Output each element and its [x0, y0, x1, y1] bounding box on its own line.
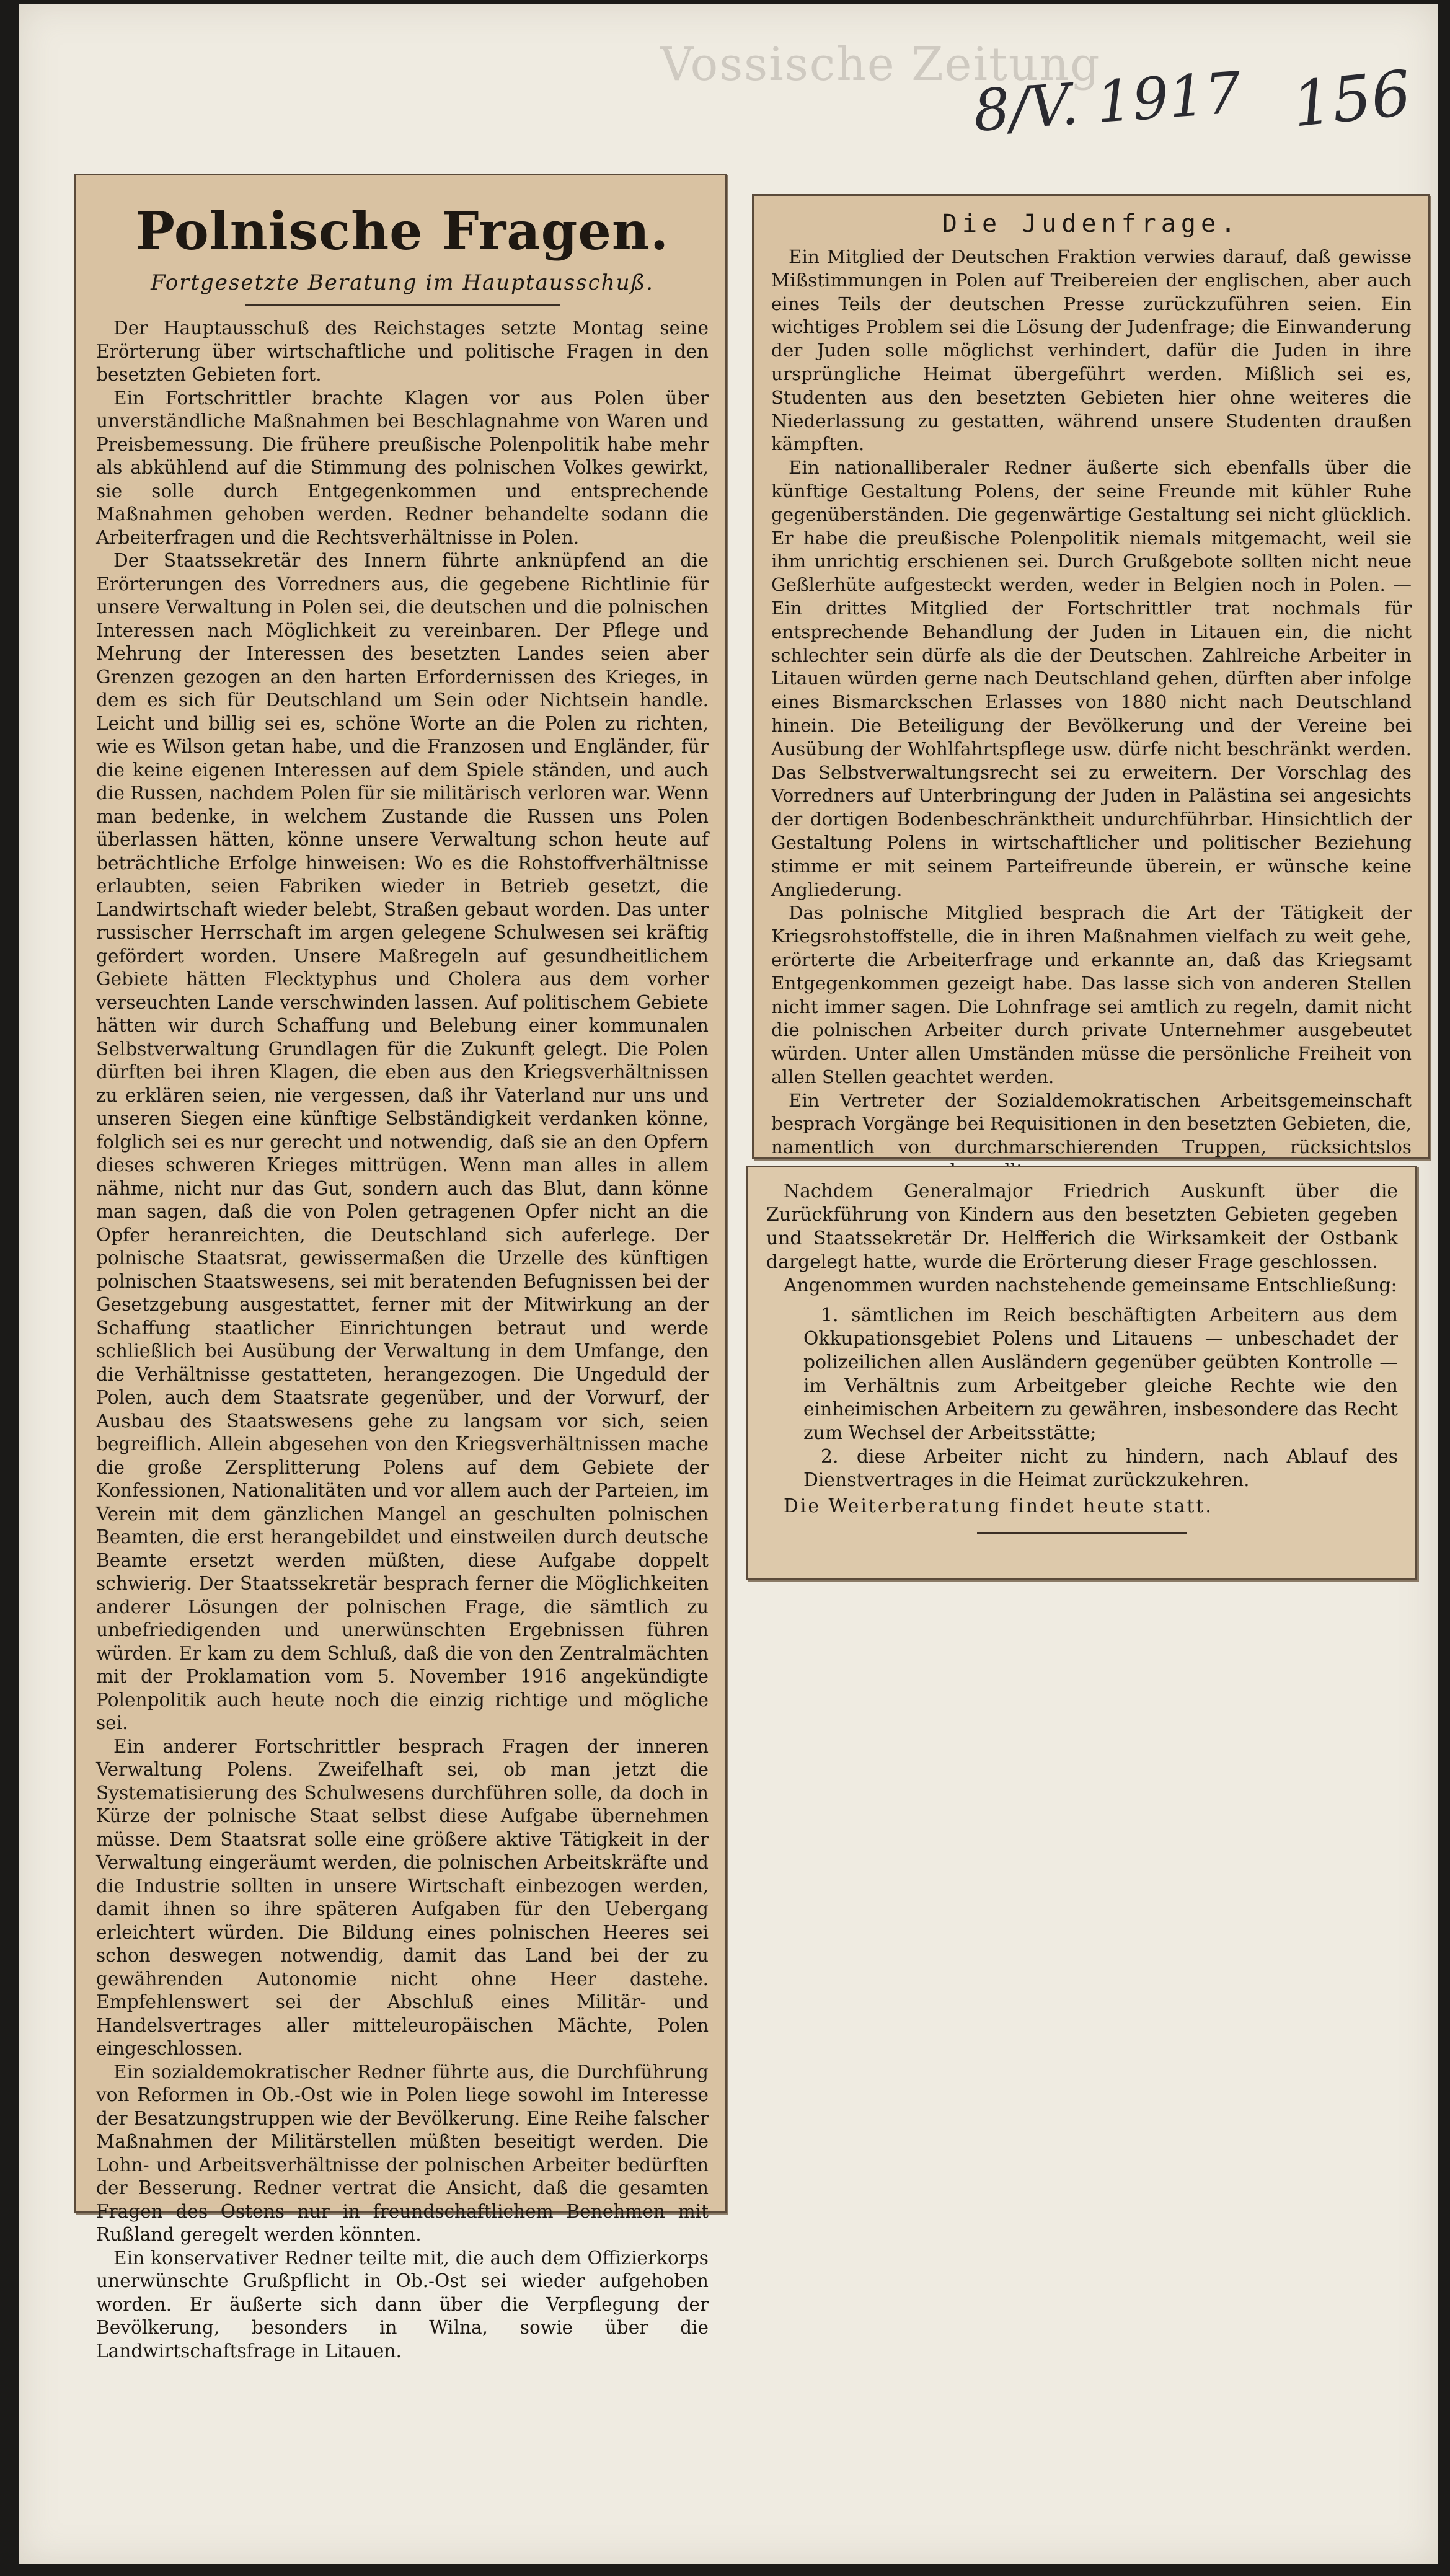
article-paragraph: Ein konservativer Redner teilte mit, die auch dem Offizierkorps unerwünschte Grußpflicht in Ob.-Ost sei wieder aufgehoben worden. Er äußerte sich dann über die Verpflegung der Bevölkerung, besonders in Wilna, sowie über die Landwirtschaftsfrage in Litauen.	[96, 2247, 709, 2361]
article-paragraph: Ein sozialdemokratischer Redner führte aus, die Durchführung von Reformen in Ob.-Ost wie in Polen liege sowohl im Interesse der Besatzungstruppen wie der Bevölkerung. Eine Reihe falscher Maßnahmen der Militärstellen müßten beseitigt werden. Die Lohn- und Arbeitsverhältnisse der polnischen Arbeiter bedürften der Besserung. Redner vertrat die Ansicht, daß die gesamten Fragen des Ostens nur in freundschaftlichem Benehmen mit Rußland geregelt werden könnten.	[96, 2061, 709, 2245]
article-paragraph: Ein Fortschrittler brachte Klagen vor aus Polen über unverständliche Maßnahmen bei Beschlagnahme von Waren und Preisbemessung. Die frühere preußische Polenpolitik habe mehr als abkühlend auf die Stimmung des polnischen Volkes gewirkt, sie solle durch Entgegenkommen und entsprechende Maßnahmen gehoben werden. Redner behandelte sodann die Arbeiterfragen und die Rechtsverhältnisse in Polen.	[96, 387, 709, 548]
article-paragraph: Das polnische Mitglied besprach die Art der Tätigkeit der Kriegsrohstoffstelle, die in ihren Maßnahmen vielfach zu weit gehe, erörterte die Arbeiterfrage und erkannte an, daß das Kriegsamt Entgegenkommen gezeigt habe. Das lasse sich von anderen Stellen nicht immer sagen. Die Lohnfrage sei amtlich zu regeln, damit nicht die polnischen Arbeiter durch private Unternehmer ausgebeutet würden. Unter allen Umständen müsse die persönliche Freiheit von allen Stellen geachtet werden.	[771, 902, 1412, 1087]
article-subtitle: Fortgesetzte Beratung im Hauptausschuß.	[151, 270, 654, 295]
article-paragraph: Ein anderer Fortschrittler besprach Fragen der inneren Verwaltung Polens. Zweifelhaft sei, ob man jetzt die Systematisierung des Schulwesens durchführen solle, da doch in Kürze der polnische Staat selbst diese Aufgabe übernehmen müsse. Dem Staatsrat solle eine größere aktive Tätigkeit in der Verwaltung eingeräumt werden, die polnischen Arbeitskräfte und die Industrie sollten in unsere Wirtschaft einbezogen werden, damit ihnen so ihre späteren Aufgaben für den Uebergang erleichtert würden. Die Bildung eines polnischen Heeres sei schon deswegen notwendig, damit das Land bei der zu gewährenden Autonomie nicht ohne Heer dastehe. Empfehlenswert sei der Abschluß eines Militär- und Handelsvertrages aller mitteleuropäischen Mächte, Polen eingeschlossen.	[96, 1735, 709, 2059]
resolution-item: 2. diese Arbeiter nicht zu hindern, nach Ablauf des Dienstvertrages in die Heimat zurückzukehren.	[803, 1446, 1398, 1491]
clipping-entschliessung	[746, 1166, 1417, 1580]
article-title: Polnische Fragen.	[135, 200, 670, 262]
article-paragraph: Der Staatssekretär des Innern führte anknüpfend an die Erörterungen des Vorredners aus, die gegebene Richtlinie für unsere Verwaltung in Polen sei, die deutschen und die polnischen Interessen nach Möglichkeit zu vereinbaren. Der Pflege und Mehrung der Interessen des besetzten Landes seien aber Grenzen gezogen an den harten Erfordernissen des Krieges, in dem es sich für Deutschland um Sein oder Nichtsein handle. Leicht und billig sei es, schöne Worte an die Polen zu richten, wie es Wilson getan habe, und die Franzosen und Engländer, für die keine eigenen Interessen auf dem Spiele ständen, und auch die Russen, nachdem Polen für sie militärisch verloren war. Wenn man bedenke, in welchem Zustande die Russen uns Polen überlassen hätten, könne unsere Verwaltung schon heute auf beträchtliche Erfolge hinweisen: Wo es die Rohstoffverhältnisse erlaubten, seien Fabriken wieder in Betrieb gesetzt, die Landwirtschaft wieder belebt, Straßen gebaut worden. Das unter russischer Herrschaft im argen gelegene Schulwesen sei kräftig gefördert worden. Unsere Maßregeln auf gesundheitlichem Gebiete hätten Flecktyphus und Cholera aus dem vorher verseuchten Lande verschwinden lassen. Auf politischem Gebiete hätten wir durch Schaffung und Belebung einer kommunalen Selbstverwaltung Grundlagen für die Zukunft gelegt. Die Polen dürften bei ihren Klagen, die eben aus den Kriegsverhältnissen zu erklären seien, nie vergessen, daß ihr Vaterland nur uns und unseren Siegen eine künftige Selbständigkeit verdanken könne, folglich sei es nur gerecht und notwendig, daß sie an den Opfern dieses schweren Krieges mittrügen. Wenn man alles in allem nähme, nicht nur das Gut, sondern auch das Blut, dann könne man sagen, daß die von Polen getragenen Opfer nicht an die Opfer heranreichten, die Deutschland sich auferlege. Der polnische Staatsrat, gewissermaßen die Urzelle des künftigen polnischen Staatswesens, sei mit beratenden Befugnissen bei der Gesetzgebung ausgestattet, ferner mit der Mitwirkung an der Schaffung staatlicher Einrichtungen betraut und werde schließlich bei Ausübung der Verwaltung in dem Umfange, den die Verhältnisse gestatteten, herangezogen. Die Ungeduld der Polen, auch dem Staatsrate gegenüber, und der Vorwurf, der Ausbau des Staatswesens gehe zu langsam vor sich, seien begreiflich. Allein abgesehen von den Kriegsverhältnissen mache die große Zersplitterung Polens auf dem Gebiete der Konfessionen, Nationalitäten und vor allem auch der Parteien, im Verein mit dem gänzlichen Mangel an geschulten polnischen Beamten, die erst herangebildet und einstweilen durch deutsche Beamte ersetzt werden müßten, diese Aufgabe doppelt schwierig. Der Staatssekretär besprach ferner die Möglichkeiten anderer Lösungen der polnischen Frage, die sämtlich zu unbefriedigenden und unerwünschten Ergebnissen führen würden. Er kam zu dem Schluß, daß die von den Zentralmächten mit der Proklamation vom 5. November 1916 angekündigte Polenpolitik auch heute noch die einzig richtige und mögliche sei.	[96, 550, 709, 1733]
resolution-list	[766, 1304, 1398, 1492]
article-paragraph: Ein Mitglied der Deutschen Fraktion verwies darauf, daß gewisse Mißstimmungen in Polen auf Treibereien der englischen, aber auch eines Teils der deutschen Presse zurückzuführen seien. Ein wichtiges Problem sei die Lösung der Judenfrage; die Einwanderung der Juden solle möglichst verhindert, dafür die Juden in ihre ursprüngliche Heimat übergeführt werden. Mißlich sei es, Studenten aus den besetzten Gebieten hier ohne weiteres die Niederlassung zu gestatten, während unsere Studenten draußen kämpften.	[771, 246, 1412, 455]
clipping-polnische-fragen	[74, 174, 727, 2361]
article-paragraph: Ein Vertreter der Sozialdemokratischen Arbeitsgemeinschaft besprach Vorgänge bei Requisitionen in den besetzten Gebieten, die, namentlich von durchmarschierenden Truppen, rücksichtslos	[771, 1089, 1412, 1158]
article-paragraph: Ein nationalliberaler Redner äußerte sich ebenfalls über die künftige Gestaltung Polens, der seine Freunde mit kühler Ruhe gegenüberständen. Die gegenwärtige Gestaltung sei nicht glücklich. Er habe die preußische Polenpolitik niemals mitgemacht, weil sie ihm unrichtig erschienen sei. Durch Grußgebote sollten nicht neue Geßlerhüte aufgesteckt werden, weder in Belgien noch in Polen. — Ein drittes Mitglied der Fortschrittler trat nochmals für entsprechende Behandlung der Juden in Litauen ein, die nicht schlechter sein dürfe als die der Deutschen. Zahlreiche Arbeiter in Litauen würden gerne nach Deutschland gehen, dürften aber infolge eines Bismarckschen Erlasses von 1880 nicht nach Deutschland hinein. Die Beteiligung der Bevölkerung und der Vereine bei Ausübung der Wohlfahrtspflege usw. dürfe nicht beschränkt werden. Das Selbstverwaltungsrecht sei zu erweitern. Der Vorschlag des Vorredners auf Unterbringung der Juden in Palästina sei angesichts der dortigen Bodenbeschränktheit undurchführbar. Hinsichtlich der Gestaltung Polens in wirtschaftlicher und politischer Beziehung stimme er mit seinem Parteifreunde überein, er wünsche keine Angliederung.	[771, 457, 1412, 900]
newspaper-stamp: Vossische Zeitung	[660, 38, 1101, 91]
article-paragraph: Nachdem Generalmajor Friedrich Auskunft über die Zurückführung von Kindern aus den besetzten Gebieten gegeben und Staatssekretär Dr. Helfferich die Wirksamkeit der Ostbank dargelegt hatte, wurde die Erörterung dieser Frage geschlossen.	[766, 1180, 1398, 1273]
resolution-lead: Angenommen wurden nachstehende gemeinsame Entschließung:	[784, 1275, 1397, 1296]
title-rule	[245, 304, 560, 306]
section-title: Die Judenfrage.	[942, 210, 1241, 238]
resolution-item: 1. sämtlichen im Reich beschäftigten Arbeitern aus dem Okkupationsgebiet Polens und Litauens — unbeschadet der polizeilichen allen Ausländern gegenüber geübten Kontrolle — im Verhältnis zum Arbeitgeber gleiche Rechte wie den einheimischen Arbeitern zu gewähren, insbesondere das Recht zum Wechsel der Arbeitsstätte;	[803, 1304, 1398, 1444]
handwritten-page-number: 156	[1289, 56, 1415, 141]
handwritten-date: 8/V. 1917	[971, 60, 1244, 144]
end-rule	[977, 1532, 1187, 1534]
article-paragraph: Der Hauptausschuß des Reichstages setzte Montag seine Erörterung über wirtschaftliche und politische Fragen in den besetzten Gebieten fort.	[96, 317, 709, 385]
clipping-judenfrage	[752, 194, 1430, 1159]
closing-line: Die Weiterberatung findet heute statt.	[784, 1495, 1213, 1517]
